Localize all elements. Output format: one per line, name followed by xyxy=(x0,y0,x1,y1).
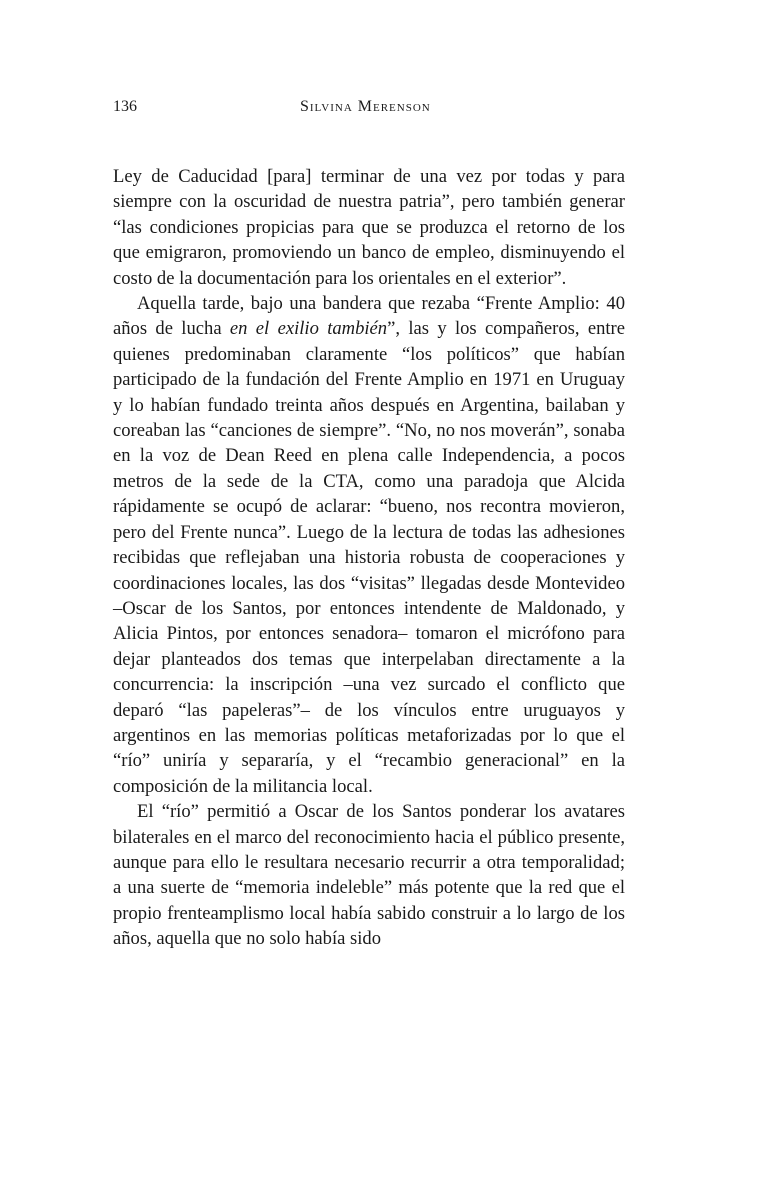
paragraph-2-end: ”, las y los compañeros, entre quienes predominaban claramente “los políticos” que habían participado de la fundación del Frente Amplio en 1971 en Uruguay y lo habían fundado treinta años después en Argentina, bailaban y coreaban las “canciones de siempre”. “No, no nos moverán”, sonaba en la voz de Dean Reed en plena calle Independencia, a pocos metros de la sede de la CTA, como una paradoja que Alcida rápidamente se ocupó de aclarar: “bueno, nos recontra movieron, pero del Frente nunca”. Luego de la lectura de todas las adhesiones recibidas que reflejaban una historia robusta de cooperaciones y coordinaciones locales, las dos “visitas” llegadas desde Montevideo –Oscar de los Santos, por entonces intendente de Maldonado, y Alicia Pintos, por entonces senadora– tomaron el micrófono para dejar planteados dos temas que interpelaban directamente a la concurrencia: la inscripción –una vez surcado el conflicto que deparó “las papeleras”– de los vínculos entre uruguayos y argentinos en las memorias políticas metaforizadas por lo que el “río” uniría y separaría, y el “recambio generacional” en la composición de la militancia local. xyxy=(113,318,625,797)
paragraph-2-italic: en el exilio también xyxy=(229,318,388,340)
page-number: 136 xyxy=(113,98,137,115)
paragraph-2 xyxy=(113,291,625,799)
paragraph-2-start: Aquella tarde, bajo una bandera que rezaba “Frente Amplio: 40 años de lucha xyxy=(113,293,625,340)
body-text xyxy=(113,164,625,952)
paragraph-3: El “río” permitió a Oscar de los Santos ponderar los avatares bilaterales en el marco del reconocimiento hacia el público presente, aunque para ello le resultara necesario recurrir a otra temporalidad; a una suerte de “memoria indeleble” más potente que la red que el propio frenteamplismo local había sabido construir a lo largo de los años, aquella que no solo había sido xyxy=(113,801,625,950)
running-head-author: Silvina Merenson xyxy=(300,98,431,115)
paragraph-1: Ley de Caducidad [para] terminar de una vez por todas y para siempre con la oscuridad de nuestra patria”, pero también generar “las condiciones propicias para que se produzca el retorno de los que emigraron, promoviendo un banco de empleo, disminuyendo el costo de la documentación para los orientales en el exterior”. xyxy=(113,166,625,289)
running-head xyxy=(113,98,625,122)
